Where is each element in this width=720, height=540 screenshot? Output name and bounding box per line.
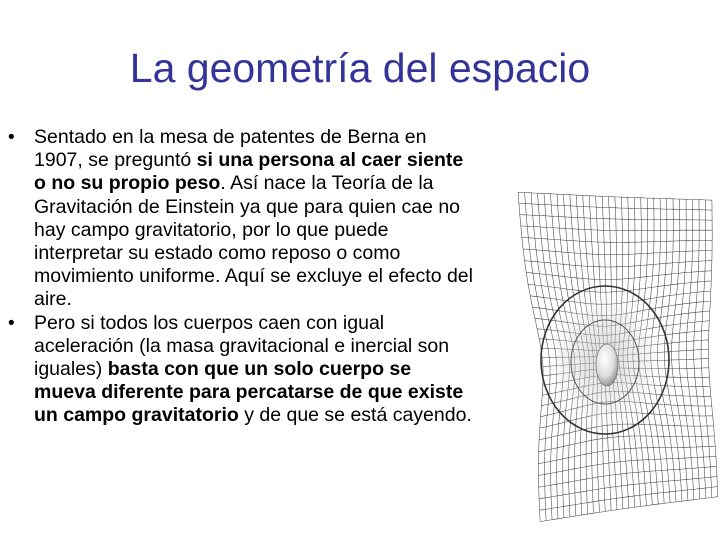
mass-ball bbox=[596, 344, 618, 386]
grid-line bbox=[694, 200, 706, 499]
bullet-item bbox=[8, 312, 478, 428]
grid-line bbox=[708, 200, 717, 497]
spacetime-curvature-grid-icon bbox=[506, 192, 718, 522]
grid-line bbox=[664, 199, 682, 501]
slide-title: La geometría del espacio bbox=[129, 45, 591, 91]
grid-line bbox=[526, 271, 711, 280]
bold-text-run: si una persona al caer siente o no su propio peso bbox=[34, 149, 464, 195]
grid-line bbox=[523, 249, 712, 255]
text-run: . Así nace la Teoría de la Gravitación de Einstein ya que para quien cae no hay campo gravitatorio, por lo que puede interpretar su estado como reposo o como movimiento uniforme. Aquí se excluye el efecto del aire. bbox=[34, 172, 473, 311]
bullet-marker: • bbox=[8, 312, 15, 334]
grid-line bbox=[539, 436, 715, 452]
bullet-list bbox=[8, 126, 478, 428]
bullet-marker: • bbox=[8, 127, 15, 148]
bold-text-run: basta con que un solo cuerpo se mueva diferente para percatarse de que existe un campo gravitatorio bbox=[34, 358, 464, 427]
grid-line bbox=[521, 226, 712, 231]
grid-line bbox=[522, 237, 712, 242]
grid-line bbox=[539, 456, 716, 475]
grid-line bbox=[525, 261, 712, 267]
bullet-text bbox=[34, 126, 473, 310]
text-run: Pero si todos los cuerpos caen con igual aceleración (la masa gravitacional e inercial son iguales) bbox=[34, 311, 450, 381]
grid-line bbox=[672, 199, 688, 500]
grid-line bbox=[540, 497, 718, 522]
bullet-text bbox=[34, 312, 472, 427]
grid-line bbox=[518, 192, 543, 521]
grid-line bbox=[686, 200, 700, 499]
grid-line bbox=[701, 200, 712, 498]
text-run: y de que se está cayendo. bbox=[238, 404, 472, 427]
text-run: Sentado en la mesa de patentes de Berna en 1907, se preguntó bbox=[34, 126, 427, 172]
bullet-item bbox=[8, 126, 478, 312]
